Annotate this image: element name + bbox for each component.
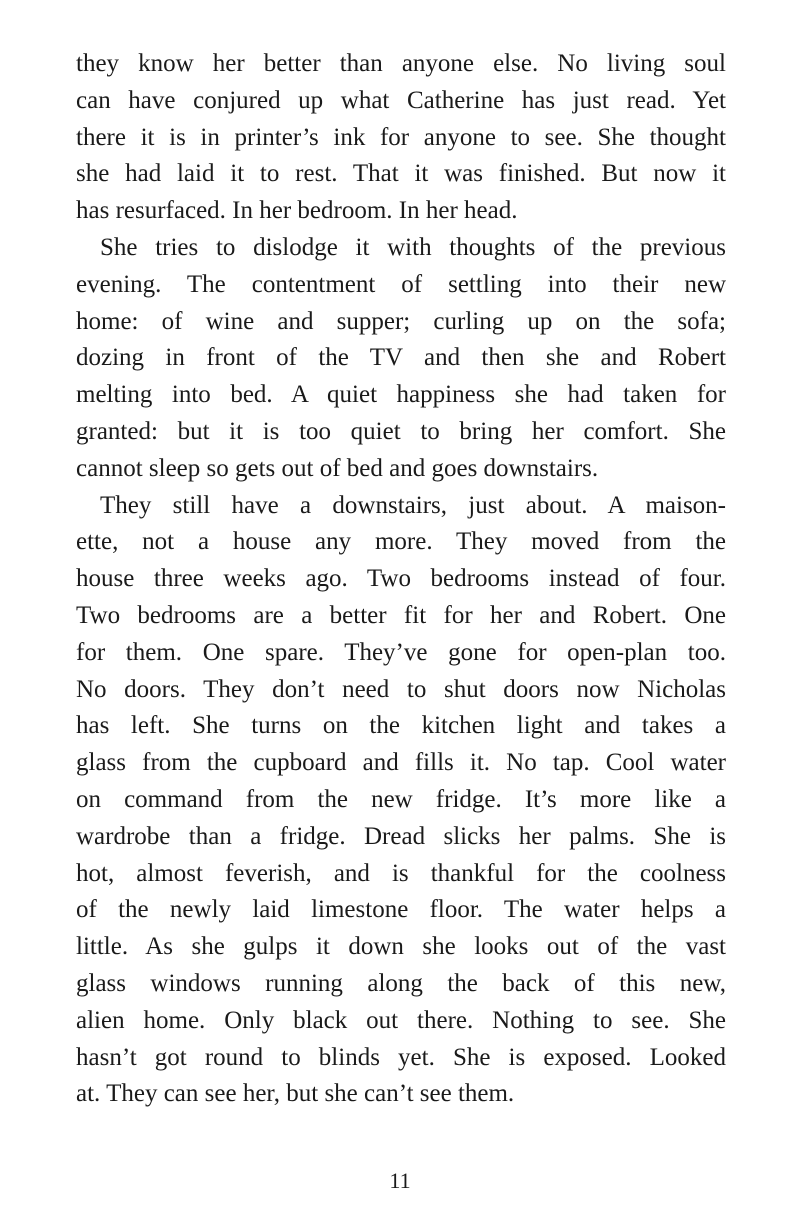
paragraph-1	[76, 46, 726, 230]
text-line: of the newly laid limestone floor. The water helps a	[76, 896, 726, 924]
text-line: has left. She turns on the kitchen light and takes a	[76, 712, 726, 740]
text-line: has resurfaced. In her bedroom. In her head.	[76, 197, 518, 225]
text-line: little. As she gulps it down she looks out of the vast	[76, 933, 726, 961]
text-line: She tries to dislodge it with thoughts of the previous	[100, 233, 726, 261]
text-line: Two bedrooms are a better fit for her and Robert. One	[76, 601, 726, 629]
text-line: they know her better than anyone else. No living soul	[76, 50, 726, 77]
text-line: No doors. They don’t need to shut doors now Nicholas	[76, 675, 726, 703]
text-line: hasn’t got round to blinds yet. She is exposed. Looked	[76, 1043, 726, 1071]
text-line: house three weeks ago. Two bedrooms instead of four.	[76, 565, 726, 593]
text-line: for them. One spare. They’ve gone for open-plan too.	[76, 638, 726, 666]
text-line: cannot sleep so gets out of bed and goes downstairs.	[76, 454, 599, 482]
text-line: hot, almost feverish, and is thankful for the coolness	[76, 859, 726, 887]
text-line: granted: but it is too quiet to bring her comfort. She	[76, 417, 726, 445]
text-line: ette, not a house any more. They moved from the	[76, 528, 726, 556]
text-line: dozing in front of the TV and then she and Robert	[76, 344, 726, 372]
text-line: home: of wine and supper; curling up on the sofa;	[76, 307, 726, 335]
paragraph-2	[76, 230, 726, 488]
page-body	[76, 46, 726, 1113]
text-line: wardrobe than a fridge. Dread slicks her palms. She is	[76, 822, 726, 850]
text-line: on command from the new fridge. It’s more like a	[76, 785, 726, 813]
text-line: at. They can see her, but she can’t see them.	[76, 1080, 515, 1108]
text-line: evening. The contentment of settling into their new	[76, 270, 726, 298]
text-line: there it is in printer’s ink for anyone to see. She thought	[76, 123, 726, 151]
text-line: glass from the cupboard and fills it. No tap. Cool water	[76, 749, 726, 777]
paragraph-3	[76, 488, 726, 1114]
text-line: can have conjured up what Catherine has just read. Yet	[76, 86, 726, 114]
text-line: melting into bed. A quiet happiness she had taken for	[76, 381, 726, 409]
text-line: alien home. Only black out there. Nothing to see. She	[76, 1006, 726, 1034]
page-number: 11	[389, 1168, 411, 1193]
text-line: she had laid it to rest. That it was finished. But now it	[76, 160, 726, 188]
text-line: glass windows running along the back of this new,	[76, 969, 726, 997]
text-line: They still have a downstairs, just about. A maison-	[100, 491, 726, 519]
